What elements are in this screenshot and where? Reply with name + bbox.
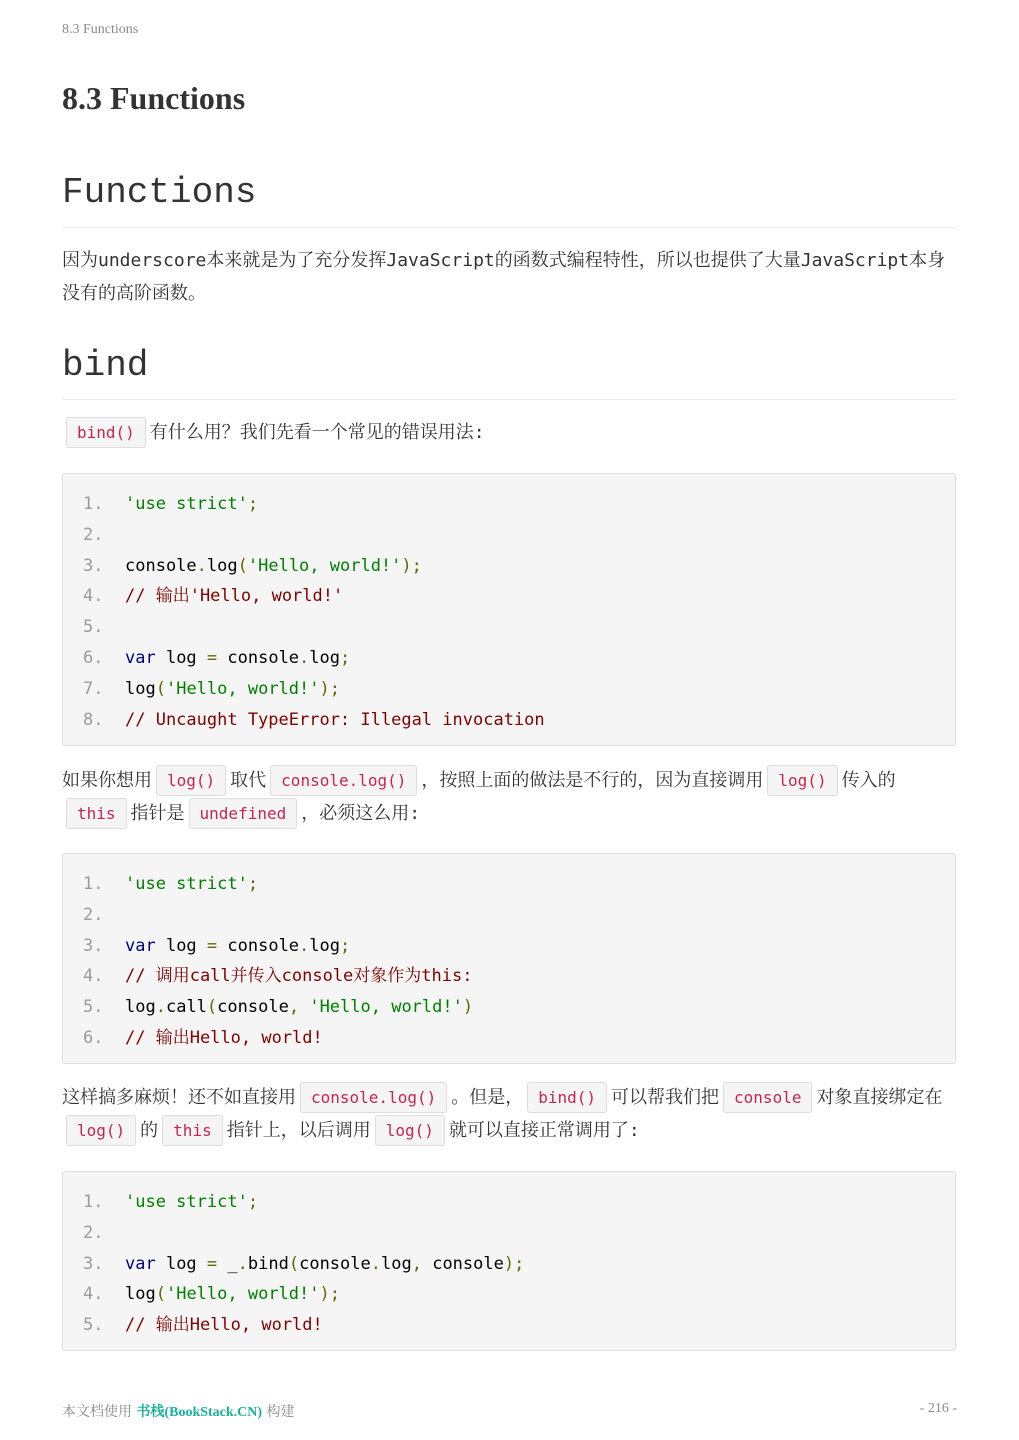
code-token: // 输出Hello, world! xyxy=(125,1027,323,1048)
code-token: bind xyxy=(247,1253,289,1274)
paragraph-3 xyxy=(62,1081,958,1147)
code-token: ; xyxy=(340,647,351,668)
bind-heading: bind xyxy=(62,345,956,400)
code-token: log xyxy=(155,647,207,668)
inline-code: bind() xyxy=(66,417,146,448)
inline-code: console xyxy=(723,1082,812,1113)
code-text xyxy=(125,581,343,612)
code-text xyxy=(125,674,340,705)
code-token: ( xyxy=(155,1284,166,1305)
code-block-1 xyxy=(62,473,956,746)
line-number: 1. xyxy=(83,874,104,894)
code-token: ( xyxy=(206,997,218,1018)
code-line xyxy=(63,489,955,520)
code-token: = xyxy=(206,647,218,668)
text-span: 。但是， xyxy=(451,1087,524,1108)
inline-code: console.log() xyxy=(300,1082,447,1113)
code-line xyxy=(63,1218,955,1249)
text-span: 可以帮我们把 xyxy=(611,1087,720,1108)
line-number: 5. xyxy=(83,997,104,1018)
code-token: ); xyxy=(503,1253,525,1274)
text-span: 就可以直接正常调用了: xyxy=(448,1120,640,1141)
line-number: 4. xyxy=(83,966,104,987)
text-span: 指针上，以后调用 xyxy=(226,1120,371,1141)
page-number: - 216 - xyxy=(919,1401,957,1416)
code-token: console xyxy=(421,1253,504,1274)
code-text xyxy=(125,643,350,674)
code-token: ); xyxy=(319,1284,340,1305)
line-number: 6. xyxy=(83,647,104,668)
code-token: . xyxy=(299,935,310,956)
code-token: // 输出Hello, world! xyxy=(125,1315,323,1336)
code-token: , xyxy=(288,997,300,1018)
line-number: 8. xyxy=(83,709,104,730)
line-number: 4. xyxy=(83,1284,104,1305)
line-number: 1. xyxy=(83,494,104,514)
code-token: , xyxy=(411,1253,422,1274)
paragraph-2 xyxy=(62,764,958,830)
code-token: ); xyxy=(319,678,340,699)
brand-link[interactable]: 书栈(BookStack.CN) xyxy=(136,1405,263,1420)
code-line xyxy=(63,612,955,643)
code-token: 'use strict' xyxy=(125,1192,248,1212)
code-token: call xyxy=(165,997,207,1018)
code-token: _ xyxy=(217,1253,238,1274)
code-line xyxy=(63,1310,955,1341)
code-token: console xyxy=(299,1253,371,1274)
code-token: ; xyxy=(247,494,259,514)
code-line xyxy=(63,900,955,931)
text-span: 指针是 xyxy=(130,803,185,824)
line-number: 6. xyxy=(83,1027,104,1048)
code-token: 'Hello, world!' xyxy=(247,555,402,576)
code-token: ; xyxy=(247,1192,259,1212)
code-token: log xyxy=(125,997,156,1018)
code-token: . xyxy=(237,1253,248,1274)
code-token: . xyxy=(155,997,166,1018)
inline-code: log() xyxy=(156,765,226,796)
text-span: 传入的 xyxy=(841,770,896,791)
code-text xyxy=(125,1023,323,1054)
code-token: console xyxy=(217,935,300,956)
code-token: log xyxy=(309,647,341,668)
code-token: ); xyxy=(401,555,422,576)
code-token: 'use strict' xyxy=(125,874,248,894)
line-number: 1. xyxy=(83,1192,104,1212)
line-number: 5. xyxy=(83,1315,104,1336)
code-text xyxy=(125,992,473,1023)
inline-code: log() xyxy=(375,1115,445,1146)
line-number: 2. xyxy=(83,904,104,925)
code-token: console xyxy=(217,647,300,668)
line-number: 3. xyxy=(83,555,104,576)
code-token: log xyxy=(155,935,207,956)
code-line xyxy=(63,581,955,612)
code-token: . xyxy=(299,647,310,668)
text-span: 对象直接绑定在 xyxy=(816,1087,943,1108)
code-token: 'Hello, world!' xyxy=(165,678,320,699)
line-number: 5. xyxy=(83,617,104,638)
text-span: 这样搞多麻烦！还不如直接用 xyxy=(62,1087,296,1108)
inline-code: this xyxy=(66,798,127,829)
section-title: 8.3 Functions xyxy=(62,80,246,116)
line-number: 2. xyxy=(83,524,104,545)
text-span: 本文档使用 xyxy=(62,1404,132,1420)
code-token: ( xyxy=(237,555,248,576)
code-token: var xyxy=(125,1253,156,1274)
code-token: log xyxy=(381,1253,412,1274)
inline-code: log() xyxy=(767,765,837,796)
code-token: ) xyxy=(462,997,474,1018)
code-token: var xyxy=(125,935,156,956)
code-token: ( xyxy=(155,678,166,699)
code-line xyxy=(63,551,955,582)
code-line xyxy=(63,869,955,900)
code-token: . xyxy=(370,1253,381,1274)
inline-code: undefined xyxy=(189,798,298,829)
running-header: 8.3 Functions xyxy=(62,22,139,37)
text-span: ，必须这么用: xyxy=(301,803,421,824)
code-line xyxy=(63,1249,955,1280)
text-span: ，按照上面的做法是不行的，因为直接调用 xyxy=(421,770,764,791)
text-span: 构建 xyxy=(266,1404,295,1420)
code-token: // 调用call并传入console对象作为this: xyxy=(125,966,473,987)
footer-credit xyxy=(62,1401,295,1421)
line-number: 4. xyxy=(83,586,104,607)
code-token: = xyxy=(206,1253,218,1274)
inline-code: bind() xyxy=(527,1082,607,1113)
code-line xyxy=(63,1023,955,1054)
code-line xyxy=(63,992,955,1023)
code-token: ( xyxy=(288,1253,300,1274)
code-token: log xyxy=(206,555,238,576)
code-token: log xyxy=(125,678,156,699)
code-token: ; xyxy=(340,935,351,956)
code-block-2 xyxy=(62,853,956,1064)
code-token: var xyxy=(125,647,156,668)
code-line xyxy=(63,1187,955,1218)
code-token: console xyxy=(125,555,197,576)
code-token: 'Hello, world!' xyxy=(165,1284,320,1305)
code-line xyxy=(63,961,955,992)
intro-paragraph: 因为underscore本来就是为了充分发挥JavaScript的函数式编程特性，所以也提供了大量JavaScript本身没有的高阶函数。 xyxy=(62,250,946,304)
inline-code: this xyxy=(162,1115,223,1146)
code-text xyxy=(125,1249,524,1280)
code-token: = xyxy=(206,935,218,956)
code-text xyxy=(125,551,422,582)
text-span: 如果你想用 xyxy=(62,770,152,791)
inline-code: log() xyxy=(66,1115,136,1146)
code-token: // Uncaught TypeError: Illegal invocation xyxy=(125,709,545,730)
code-token: log xyxy=(125,1284,156,1305)
code-text xyxy=(125,1279,340,1310)
code-token: 'use strict' xyxy=(125,494,248,514)
code-text xyxy=(125,1187,258,1218)
code-block-3 xyxy=(62,1171,956,1351)
line-number: 3. xyxy=(83,935,104,956)
code-line xyxy=(63,643,955,674)
code-line xyxy=(63,1279,955,1310)
code-line xyxy=(63,674,955,705)
code-token: . xyxy=(196,555,207,576)
code-line xyxy=(63,520,955,551)
inline-code: console.log() xyxy=(270,765,417,796)
code-token: log xyxy=(309,935,341,956)
code-token: console xyxy=(217,997,289,1018)
line-number: 7. xyxy=(83,678,104,699)
line-number: 2. xyxy=(83,1222,104,1243)
code-line xyxy=(63,931,955,962)
text-span: 取代 xyxy=(230,770,267,791)
code-token: log xyxy=(155,1253,207,1274)
text-span: 有什么用？我们先看一个常见的错误用法: xyxy=(149,422,485,443)
code-text xyxy=(125,705,545,736)
text-span: 的 xyxy=(140,1120,159,1141)
code-token xyxy=(299,997,309,1017)
code-text xyxy=(125,869,258,900)
code-text xyxy=(125,931,350,962)
bind-intro-paragraph xyxy=(62,416,958,449)
code-line xyxy=(63,705,955,736)
code-token: // 输出'Hello, world!' xyxy=(125,586,344,607)
code-token: 'Hello, world!' xyxy=(309,997,463,1018)
code-text xyxy=(125,1310,323,1341)
line-number: 3. xyxy=(83,1253,104,1274)
code-token: ; xyxy=(247,874,259,894)
code-text xyxy=(125,961,472,992)
code-text xyxy=(125,489,258,520)
functions-heading: Functions xyxy=(62,172,956,228)
